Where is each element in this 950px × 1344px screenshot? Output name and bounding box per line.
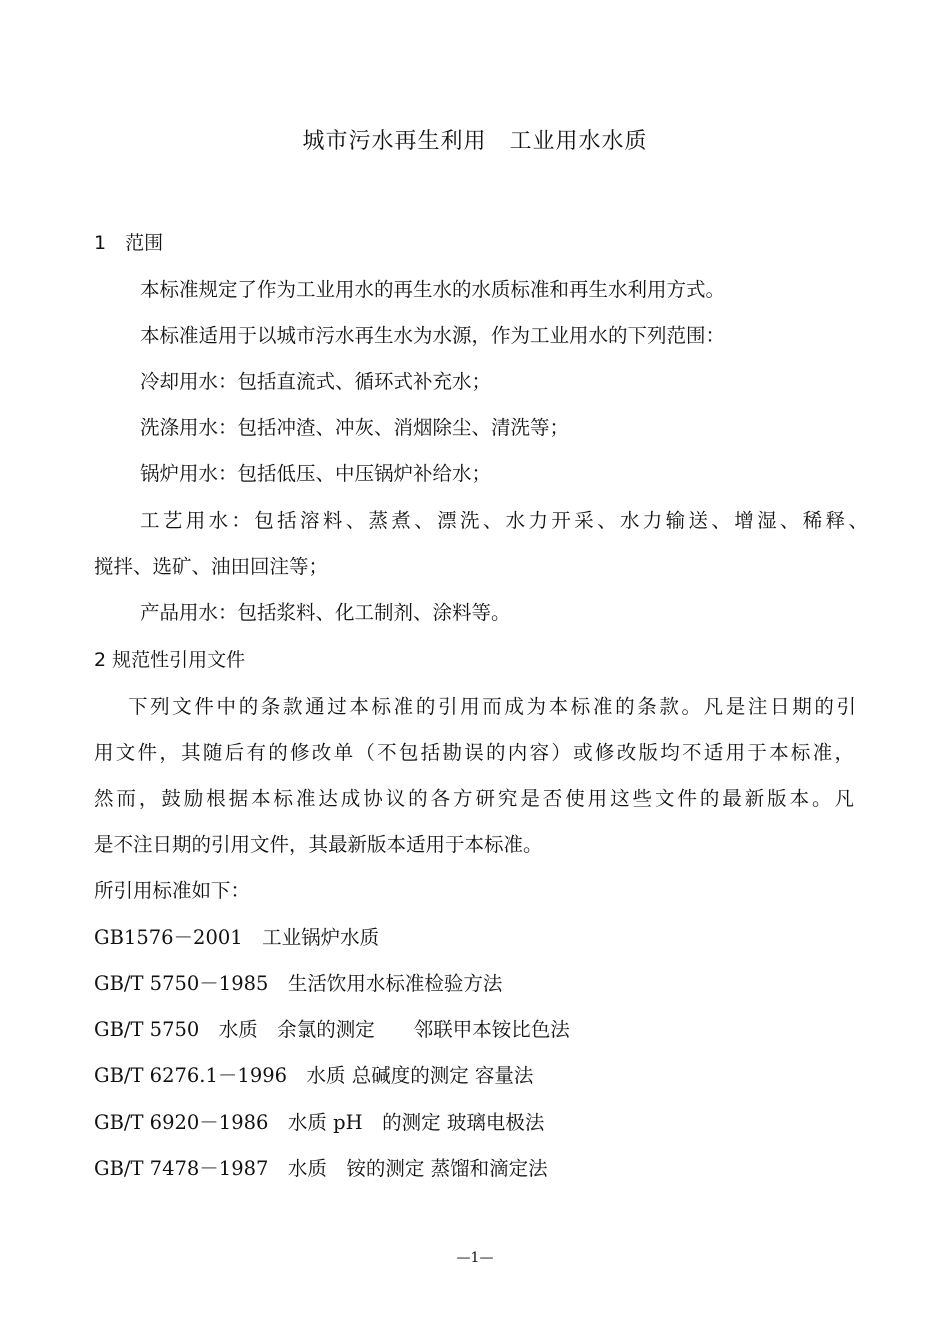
section-2-heading: 2 规范性引用文件: [94, 649, 246, 671]
paragraph-process-line2: 搅拌、选矿、油田回注等；: [94, 555, 329, 578]
paragraph: 本标准规定了作为工业用水的再生水的水质标准和再生水利用方式。: [140, 278, 726, 301]
reference-item: GB/T 5750－1985 生活饮用水标准检验方法: [94, 972, 503, 995]
reference-item: GB/T 6276.1－1996 水质 总碱度的测定 容量法: [94, 1064, 534, 1087]
paragraph-line: 用文件，其随后有的修改单（不包括勘误的内容）或修改版均不适用于本标准，: [94, 741, 854, 764]
reference-item: GB1576－2001 工业锅炉水质: [94, 926, 380, 949]
page-number: —1—: [456, 1250, 494, 1266]
paragraph-line: 下列文件中的条款通过本标准的引用而成为本标准的条款。凡是注日期的引: [128, 695, 856, 718]
paragraph: 锅炉用水：包括低压、中压锅炉补给水；: [140, 462, 492, 485]
paragraph-line: 是不注日期的引用文件，其最新版本适用于本标准。: [94, 833, 543, 856]
reference-item: GB/T 7478－1987 水质 铵的测定 蒸馏和滴定法: [94, 1157, 548, 1180]
section-1-heading: 1 范围: [94, 232, 164, 254]
paragraph-line: 然而，鼓励根据本标准达成协议的各方研究是否使用这些文件的最新版本。凡: [94, 787, 854, 810]
paragraph: 洗涤用水：包括冲渣、冲灰、消烟除尘、清洗等；: [140, 416, 570, 439]
paragraph: 冷却用水：包括直流式、循环式补充水；: [140, 370, 492, 393]
reference-item: GB/T 6920－1986 水质 pH 的测定 玻璃电极法: [94, 1111, 545, 1134]
paragraph: 本标准适用于以城市污水再生水为水源，作为工业用水的下列范围：: [140, 324, 726, 347]
references-intro: 所引用标准如下：: [94, 879, 251, 902]
document-title: 城市污水再生利用 工业用水水质: [302, 129, 648, 154]
reference-item: GB/T 5750 水质 余氯的测定 邻联甲本铵比色法: [94, 1018, 570, 1041]
paragraph-product: 产品用水：包括浆料、化工制剂、涂料等。: [140, 601, 511, 624]
paragraph-process-line1: 工艺用水：包括溶料、蒸煮、漂洗、水力开采、水力输送、增湿、稀释、: [140, 509, 868, 532]
